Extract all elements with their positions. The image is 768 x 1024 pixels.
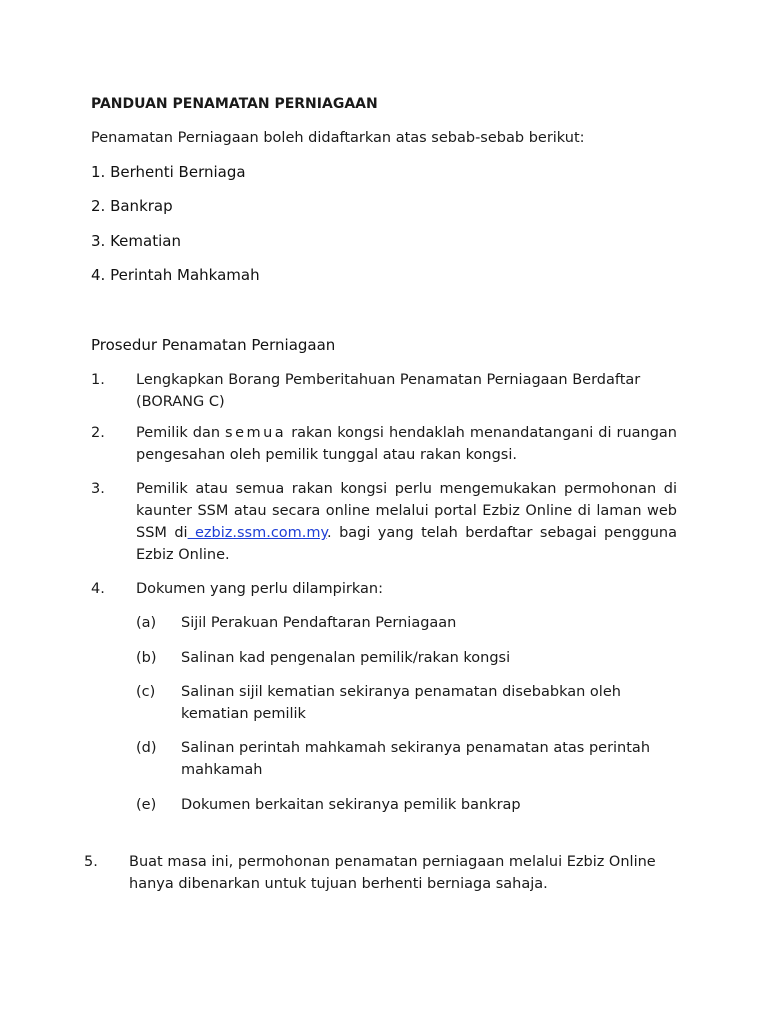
intro-text: Penamatan Perniagaan boleh didaftarkan atas sebab-sebab berikut: xyxy=(91,130,585,146)
document-label: (b) xyxy=(136,650,157,666)
reason-item: 3. Kematian xyxy=(91,232,181,250)
step-text: Pemilik dan semua rakan kongsi hendaklah menandatangani di ruangan pengesahan oleh pemilik tunggal atau rakan kongsi. xyxy=(136,425,677,463)
step-text: Pemilik atau semua rakan kongsi perlu mengemukakan permohonan di kaunter SSM atau secara online melalui portal Ezbiz Online di laman web SSM di ezbiz.ssm.com.my. bagi yang telah berdaftar sebagai pengguna Ezbiz Online. xyxy=(136,481,678,563)
reason-item: 4. Perintah Mahkamah xyxy=(91,266,260,284)
step-number: 1. xyxy=(91,372,105,388)
ezbiz-link[interactable]: ezbiz.ssm.com.my xyxy=(187,525,328,541)
step-text: Lengkapkan Borang Pemberitahuan Penamatan Perniagaan Berdaftar (BORANG C) xyxy=(136,372,641,410)
page-title: PANDUAN PENAMATAN PERNIAGAAN xyxy=(91,96,378,112)
step-text: Dokumen yang perlu dilampirkan: xyxy=(136,581,383,597)
document-text: Salinan perintah mahkamah sekiranya penamatan atas perintah mahkamah xyxy=(181,740,651,778)
document-label: (c) xyxy=(136,684,156,700)
document-label: (e) xyxy=(136,797,157,813)
step-number: 3. xyxy=(91,481,105,497)
document-text: Salinan kad pengenalan pemilik/rakan kongsi xyxy=(181,650,511,666)
step-number: 4. xyxy=(91,581,105,597)
document-label: (d) xyxy=(136,740,157,756)
reason-item: 1. Berhenti Berniaga xyxy=(91,163,246,181)
step-number: 2. xyxy=(91,425,105,441)
step-text: Buat masa ini, permohonan penamatan perniagaan melalui Ezbiz Online hanya dibenarkan untuk tujuan berhenti berniaga sahaja. xyxy=(129,854,656,892)
document-text: Dokumen berkaitan sekiranya pemilik bankrap xyxy=(181,797,521,813)
document-label: (a) xyxy=(136,615,157,631)
document-text: Salinan sijil kematian sekiranya penamatan disebabkan oleh kematian pemilik xyxy=(181,684,621,722)
document-text: Sijil Perakuan Pendaftaran Perniagaan xyxy=(181,615,457,631)
procedure-heading: Prosedur Penamatan Perniagaan xyxy=(91,336,336,354)
step-number: 5. xyxy=(84,854,98,870)
reason-item: 2. Bankrap xyxy=(91,197,173,215)
